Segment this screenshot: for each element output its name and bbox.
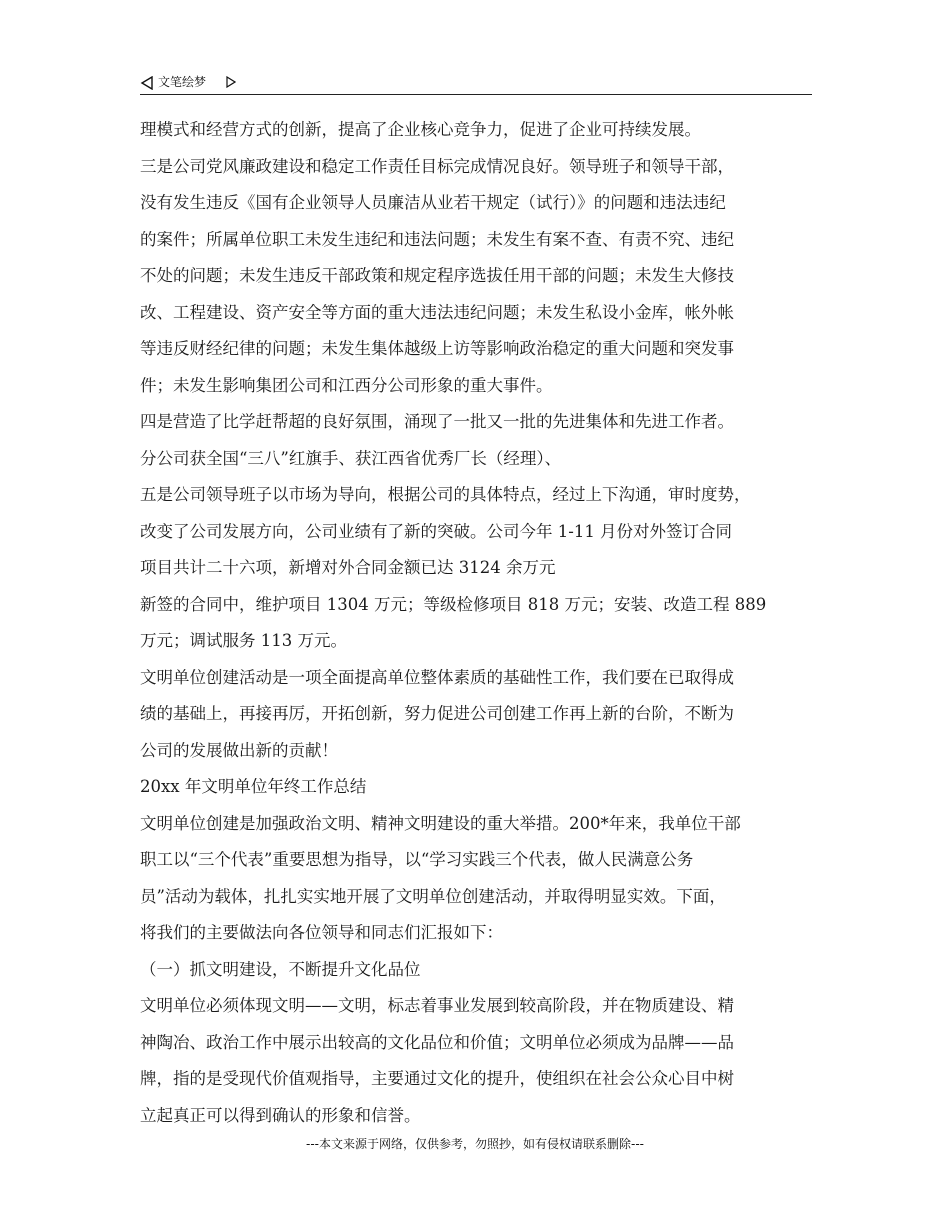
text-line: 的案件；所属单位职工未发生违纪和违法问题；未发生有案不查、有责不究、违纪 xyxy=(140,229,734,249)
text-line: 万元；调试服务 113 万元。 xyxy=(140,631,347,650)
text-line: （一）抓文明建设，不断提升文化品位 xyxy=(140,959,421,979)
text-line: 20xx 年文明单位年终工作总结 xyxy=(140,777,367,796)
text-line: 新签的合同中，维护项目 1304 万元；等级检修项目 818 万元；安装、改造工程 889 xyxy=(140,594,767,614)
text-line: 不处的问题；未发生违反干部政策和规定程序选拔任用干部的问题；未发生大修技 xyxy=(140,266,734,285)
text-line: 改、工程建设、资产安全等方面的重大违法违纪问题；未发生私设小金库，帐外帐 xyxy=(140,302,734,322)
text-line: 文明单位创建活动是一项全面提高单位整体素质的基础性工作，我们要在已取得成 xyxy=(140,667,734,687)
triangle-left-icon xyxy=(140,75,154,94)
text-line: 绩的基础上，再接再厉，开拓创新，努力促进公司创建工作再上新的台阶，不断为 xyxy=(140,704,734,723)
text-line: 文明单位创建是加强政治文明、精神文明建设的重大举措。200*年来，我单位干部 xyxy=(140,813,741,833)
text-line: 立起真正可以得到确认的形象和信誉。 xyxy=(140,1105,421,1125)
text-line: 理模式和经营方式的创新，提高了企业核心竞争力，促进了企业可持续发展。 xyxy=(140,120,701,139)
text-line: 改变了公司发展方向，公司业绩有了新的突破。公司今年 1-11 月份对外签订合同 xyxy=(140,521,733,541)
text-line: 神陶冶、政治工作中展示出较高的文化品位和价值；文明单位必须成为品牌——品 xyxy=(140,1032,734,1052)
footer-disclaimer: ---本文来源于网络，仅供参考，勿照抄，如有侵权请联系删除--- xyxy=(306,1137,644,1151)
document-body xyxy=(140,112,820,1134)
text-line: 将我们的主要做法向各位领导和同志们汇报如下： xyxy=(140,923,503,942)
text-line: 分公司获全国“三八”红旗手、获江西省优秀厂长（经理）、 xyxy=(140,448,562,468)
text-line: 五是公司领导班子以市场为导向，根据公司的具体特点，经过上下沟通，审时度势， xyxy=(140,485,751,504)
text-line: 公司的发展做出新的贡献！ xyxy=(140,740,338,760)
triangle-right-icon xyxy=(226,73,236,92)
text-line: 职工以“三个代表”重要思想为指导，以“学习实践三个代表，做人民满意公务 xyxy=(140,850,694,869)
text-line: 等违反财经纪律的问题；未发生集体越级上访等影响政治稳定的重大问题和突发事 xyxy=(140,339,734,358)
text-line: 牌，指的是受现代价值观指导，主要通过文化的提升，使组织在社会公众心目中树 xyxy=(140,1069,734,1088)
text-line: 四是营造了比学赶帮超的良好氛围，涌现了一批又一批的先进集体和先进工作者。 xyxy=(140,412,734,431)
text-line: 项目共计二十六项，新增对外合同金额已达 3124 余万元 xyxy=(140,558,556,577)
page-header xyxy=(140,70,812,95)
text-line: 没有发生违反《国有企业领导人员廉洁从业若干规定（试行）》的问题和违法违纪 xyxy=(140,193,726,212)
text-line: 三是公司党风廉政建设和稳定工作责任目标完成情况良好。领导班子和领导干部， xyxy=(140,156,734,176)
brand-name: 文笔绘梦 xyxy=(158,75,207,89)
text-line: 员”活动为载体，扎扎实实地开展了文明单位创建活动，并取得明显实效。下面， xyxy=(140,886,726,906)
text-line: 文明单位必须体现文明——文明，标志着事业发展到较高阶段，并在物质建设、精 xyxy=(140,996,734,1015)
text-line: 件；未发生影响集团公司和江西分公司形象的重大事件。 xyxy=(140,375,553,395)
